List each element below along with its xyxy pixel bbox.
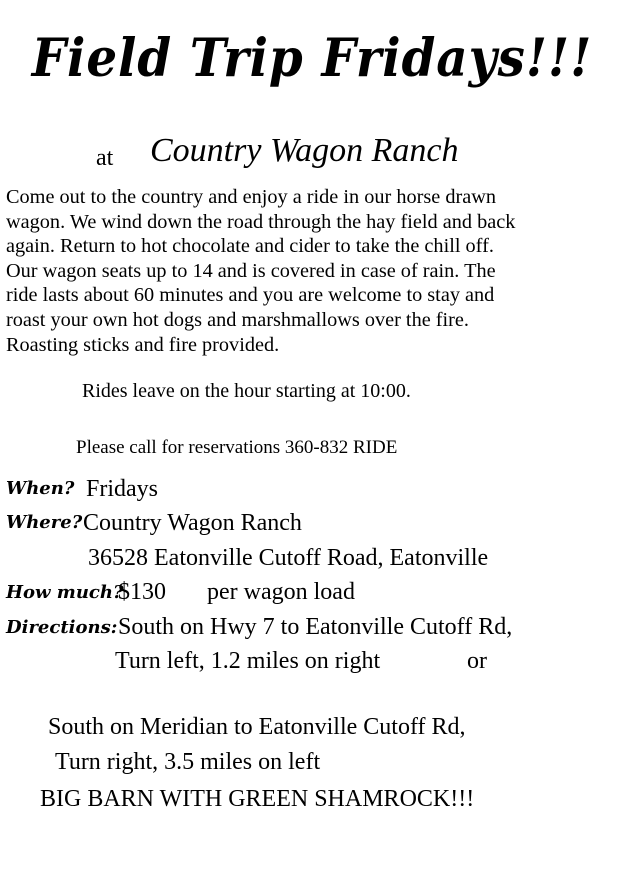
directions-route-1-turn: Turn left, 1.2 miles on right <box>115 648 381 674</box>
intro-line: wagon. We wind down the road through the hay field and back <box>6 210 516 233</box>
reservations-line: Please call for reservations 360-832 RIDE <box>76 437 398 458</box>
directions-or: or <box>467 648 487 674</box>
price-label: How much? <box>6 582 124 603</box>
directions-label: Directions: <box>6 617 118 638</box>
subtitle-venue: Country Wagon Ranch <box>150 132 459 169</box>
intro-line: ride lasts about 60 minutes and you are welcome to stay and <box>6 284 495 307</box>
intro-line: Our wagon seats up to 14 and is covered in case of rain. The <box>6 259 496 282</box>
directions-route-1: South on Hwy 7 to Eatonville Cutoff Rd, <box>118 614 513 640</box>
landmark-note: BIG BARN WITH GREEN SHAMROCK!!! <box>40 786 475 812</box>
intro-line: roast your own hot dogs and marshmallows over the fire. <box>6 308 469 331</box>
directions-route-2: South on Meridian to Eatonville Cutoff Rd, <box>48 714 466 740</box>
where-value: Country Wagon Ranch <box>83 510 302 536</box>
intro-paragraph <box>6 185 618 357</box>
where-label: Where? <box>6 512 83 533</box>
rides-schedule: Rides leave on the hour starting at 10:00. <box>82 380 411 402</box>
when-value: Fridays <box>86 476 158 502</box>
price-unit: per wagon load <box>207 579 355 605</box>
when-label: When? <box>6 478 75 499</box>
subtitle-at: at <box>96 145 114 171</box>
price-value: $130 <box>118 579 166 605</box>
intro-line: again. Return to hot chocolate and cider to take the chill off. <box>6 235 494 258</box>
where-address: 36528 Eatonville Cutoff Road, Eatonville <box>88 545 489 571</box>
directions-route-2-turn: Turn right, 3.5 miles on left <box>55 749 321 775</box>
intro-line: Roasting sticks and fire provided. <box>6 333 280 356</box>
intro-line: Come out to the country and enjoy a ride in our horse drawn <box>6 186 497 208</box>
flyer-title: Field Trip Fridays!!! <box>31 28 593 89</box>
